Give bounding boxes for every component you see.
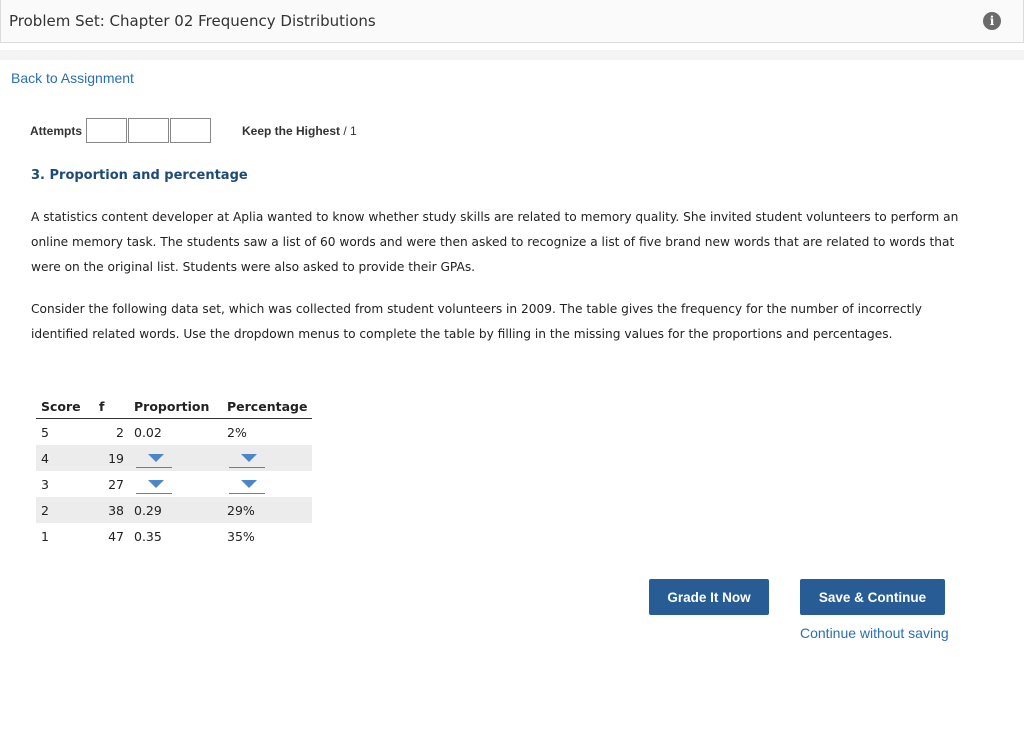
attempt-box-3 (170, 118, 211, 143)
proportion-dropdown-score-3[interactable] (134, 474, 174, 494)
attempt-box-2 (128, 118, 169, 143)
chevron-down-icon (148, 480, 164, 488)
keep-highest-text (242, 124, 357, 138)
cell-proportion: 0.35 (134, 528, 162, 544)
header-percentage: Percentage (222, 394, 312, 419)
cell-f: 2 (116, 424, 124, 440)
page-title: Problem Set: Chapter 02 Frequency Distributions (9, 12, 376, 30)
question-paragraph-2: Consider the following data set, which was collected from student volunteers in 2009. The table gives the frequency for the number of incorrectly identified related words. Use the dropdown menus to complete the table by filling in the missing values for the proportions and percentages. (31, 302, 922, 341)
header-proportion: Proportion (129, 394, 222, 419)
cell-f: 47 (108, 528, 124, 544)
cell-percentage (222, 471, 312, 497)
cell-score: 3 (41, 476, 49, 492)
cell-proportion: 0.02 (134, 424, 162, 440)
info-icon[interactable]: i (983, 12, 1001, 30)
keep-highest-label: Keep the Highest (242, 124, 341, 138)
save-and-continue-button[interactable]: Save & Continue (800, 579, 945, 615)
percentage-dropdown-score-4[interactable] (227, 448, 267, 468)
chevron-down-icon (148, 454, 164, 462)
cell-proportion: 0.29 (129, 497, 222, 523)
attempt-box-1 (86, 118, 127, 143)
header-score: Score (36, 394, 94, 419)
attempts-label: Attempts (30, 124, 83, 138)
cell-proportion (129, 471, 222, 497)
table-row (36, 497, 312, 523)
back-to-assignment-link[interactable]: Back to Assignment (11, 70, 134, 86)
cell-score: 2 (36, 497, 94, 523)
cell-f: 38 (94, 497, 129, 523)
percentage-dropdown-score-3[interactable] (227, 474, 267, 494)
table-row (36, 445, 312, 471)
chevron-down-icon (241, 480, 257, 488)
top-bar (0, 0, 1024, 43)
cell-score: 1 (41, 528, 49, 544)
chevron-down-icon (241, 454, 257, 462)
cell-f: 19 (94, 445, 129, 471)
keep-highest-suffix: / 1 (343, 124, 357, 138)
table-header-row (36, 394, 312, 419)
grade-it-now-button[interactable]: Grade It Now (649, 579, 769, 615)
cell-percentage: 2% (227, 424, 247, 440)
table-row (36, 471, 312, 497)
frequency-table (36, 394, 312, 549)
cell-percentage: 35% (227, 528, 255, 544)
question-paragraph-1: A statistics content developer at Aplia wanted to know whether study skills are related to memory quality. She invited student volunteers to perform an online memory task. The students saw a list of 60 words and were then asked to recognize a list of five brand new words that are related to words that were on the original list. Students were also asked to provide their GPAs. (31, 210, 959, 274)
cell-f: 27 (108, 476, 124, 492)
question-title: 3. Proportion and percentage (31, 168, 248, 183)
table-row (36, 523, 312, 549)
cell-percentage (222, 445, 312, 471)
continue-without-saving-link[interactable]: Continue without saving (800, 625, 949, 641)
header-divider (0, 50, 1024, 60)
cell-percentage: 29% (222, 497, 312, 523)
proportion-dropdown-score-4[interactable] (134, 448, 174, 468)
cell-proportion (129, 445, 222, 471)
attempt-boxes (86, 118, 212, 143)
header-f: f (94, 394, 129, 419)
cell-score: 4 (36, 445, 94, 471)
cell-score: 5 (41, 424, 49, 440)
table-row (36, 419, 312, 446)
